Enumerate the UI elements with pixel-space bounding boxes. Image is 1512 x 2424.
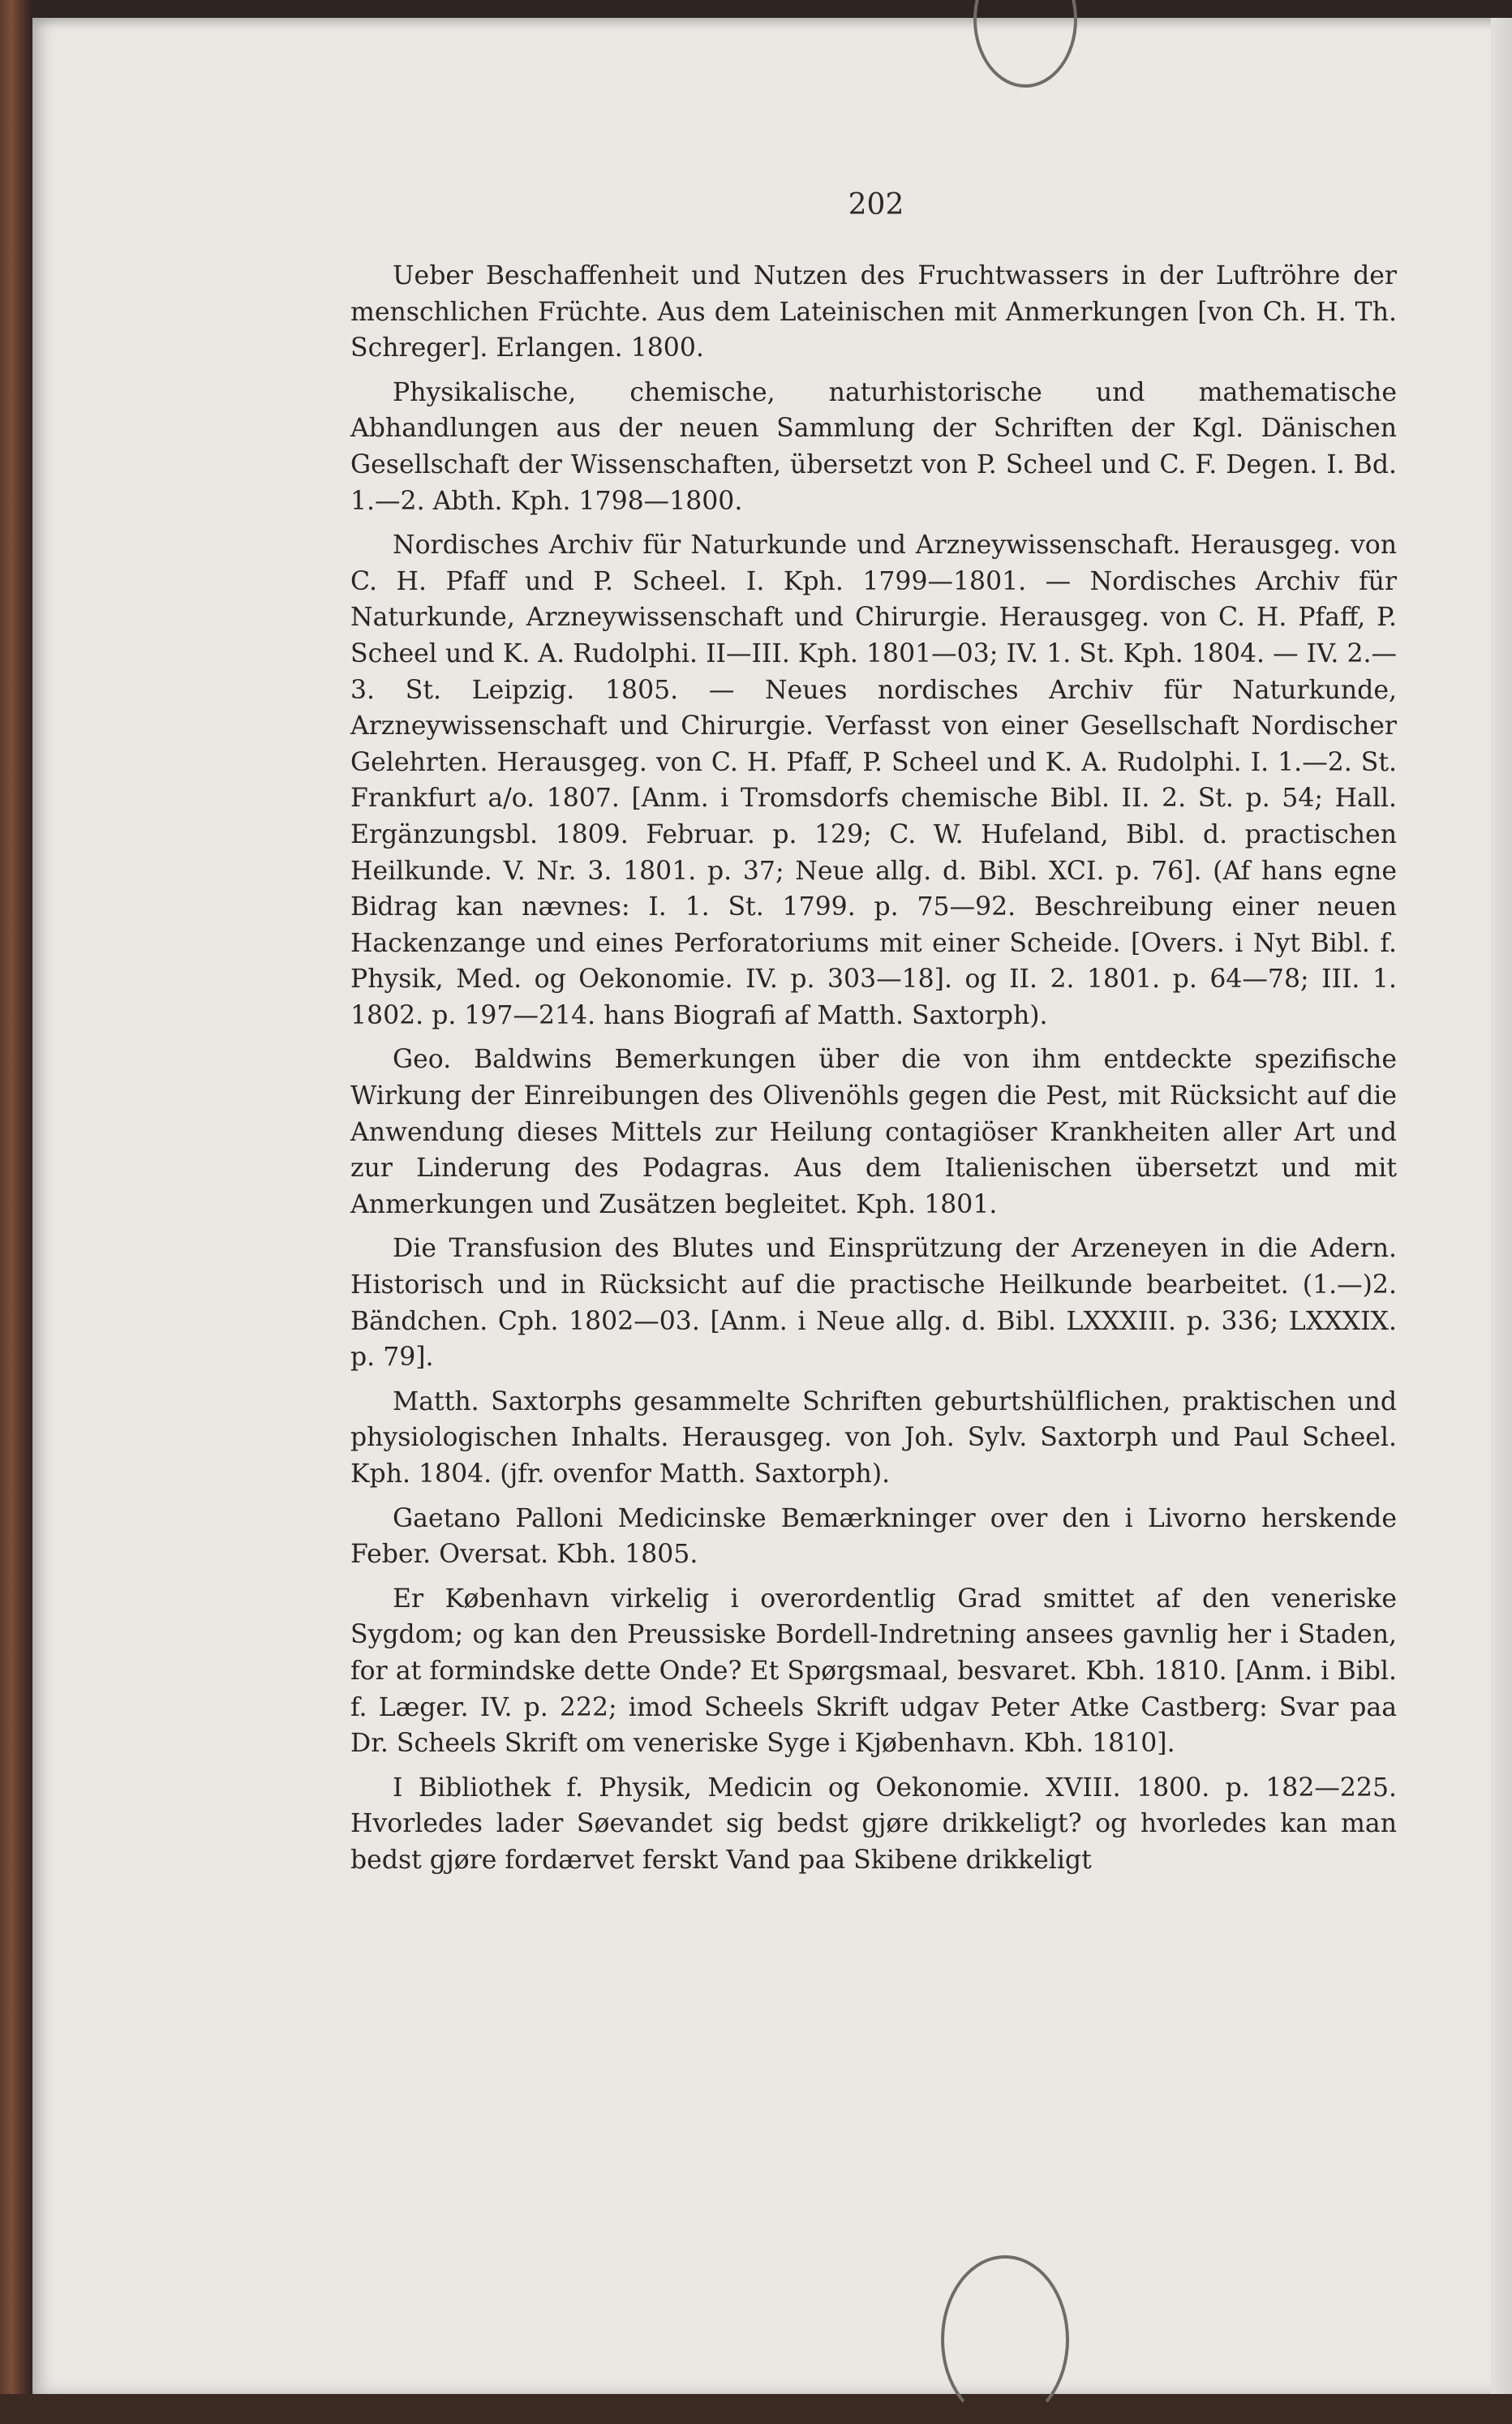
bibliography-entry: Die Transfusion des Blutes und Einsprützung der Arzeneyen in die Adern. Historisch und in Rücksicht auf die practische Heilkunde bearbeitet. (1.—)2. Bändchen. Cph. 1802—03. [Anm. i Neue allg. d. Bibl. LXXXIII. p. 336; LXXXIX. p. 79]. [350, 1234, 1397, 1373]
page-number: 202 [848, 188, 904, 221]
paper-clip-mark-bottom [941, 2255, 1069, 2424]
page-edge [1491, 18, 1512, 2394]
bibliography-entry: Physikalische, chemische, naturhistorische und mathematische Abhandlungen aus der neuen Sammlung der Schriften der Kgl. Dänischen Gesellschaft der Wissenschaften, übersetzt von P. Scheel und C. F. Degen. I. Bd. 1.—2. Abth. Kph. 1798—1800. [350, 377, 1397, 516]
bibliography-entry: Er København virkelig i overordentlig Grad smittet af den veneriske Sygdom; og kan den Preussiske Bordell-Indretning ansees gavnlig her i Staden, for at formindske dette Onde? Et Spørgsmaal, besvaret. Kbh. 1810. [Anm. i Bibl. f. Læger. IV. p. 222; imod Scheels Skrift udgav Peter Atke Castberg: Svar paa Dr. Scheels Skrift om veneriske Syge i Kjøbenhavn. Kbh. 1810]. [350, 1584, 1397, 1759]
bibliography-entry: Matth. Saxtorphs gesammelte Schriften geburtshülflichen, praktischen und physiologischen Inhalts. Herausgeg. von Joh. Sylv. Saxtorph und Paul Scheel. Kph. 1804. (jfr. ovenfor Matth. Saxtorph). [350, 1386, 1397, 1489]
bibliography-entry: Geo. Baldwins Bemerkungen über die von ihm entdeckte spezifische Wirkung der Einreibungen des Olivenöhls gegen die Pest, mit Rücksicht auf die Anwendung dieses Mittels zur Heilung contagiöser Krankheiten aller Art und zur Linderung des Podagras. Aus dem Italienischen übersetzt und mit Anmerkungen und Zusätzen begleitet. Kph. 1801. [350, 1045, 1397, 1219]
bibliography-entry: I Bibliothek f. Physik, Medicin og Oekonomie. XVIII. 1800. p. 182—225. Hvorledes lader Søevandet sig bedst gjøre drikkeligt? og hvorledes kan man bedst gjøre fordærvet ferskt Vand paa Skibene drikkeligt [350, 1773, 1397, 1875]
body-text [350, 258, 1397, 1887]
bibliography-entry: Nordisches Archiv für Naturkunde und Arzneywissenschaft. Herausgeg. von C. H. Pfaff und P. Scheel. I. Kph. 1799—1801. — Nordisches Archiv für Naturkunde, Arzneywissenschaft und Chirurgie. Herausgeg. von C. H. Pfaff, P. Scheel und K. A. Rudolphi. II—III. Kph. 1801—03; IV. 1. St. Kph. 1804. — IV. 2.—3. St. Leipzig. 1805. — Neues nordisches Archiv für Naturkunde, Arzneywissenschaft und Chirurgie. Verfasst von einer Gesellschaft Nordischer Gelehrten. Herausgeg. von C. H. Pfaff, P. Scheel und K. A. Rudolphi. I. 1.—2. St. Frankfurt a/o. 1807. [Anm. i Tromsdorfs chemische Bibl. II. 2. St. p. 54; Hall. Ergänzungsbl. 1809. Februar. p. 129; C. W. Hufeland, Bibl. d. practischen Heilkunde. V. Nr. 3. 1801. p. 37; Neue allg. d. Bibl. XCI. p. 76]. (Af hans egne Bidrag kan nævnes: I. 1. St. 1799. p. 75—92. Beschreibung einer neuen Hackenzange und eines Perforatoriums mit einer Scheide. [Overs. i Nyt Bibl. f. Physik, Med. og Oekonomie. IV. p. 303—18]. og II. 2. 1801. p. 64—78; III. 1. 1802. p. 197—214. hans Biografi af Matth. Saxtorph). [350, 531, 1397, 1030]
bibliography-entry: Gaetano Palloni Medicinske Bemærkninger over den i Livorno herskende Feber. Oversat. Kbh. 1805. [350, 1503, 1397, 1570]
bibliography-entry: Ueber Beschaffenheit und Nutzen des Fruchtwassers in der Luftröhre der menschlichen Früchte. Aus dem Lateinischen mit Anmerkungen [von Ch. H. Th. Schreger]. Erlangen. 1800. [350, 261, 1397, 363]
